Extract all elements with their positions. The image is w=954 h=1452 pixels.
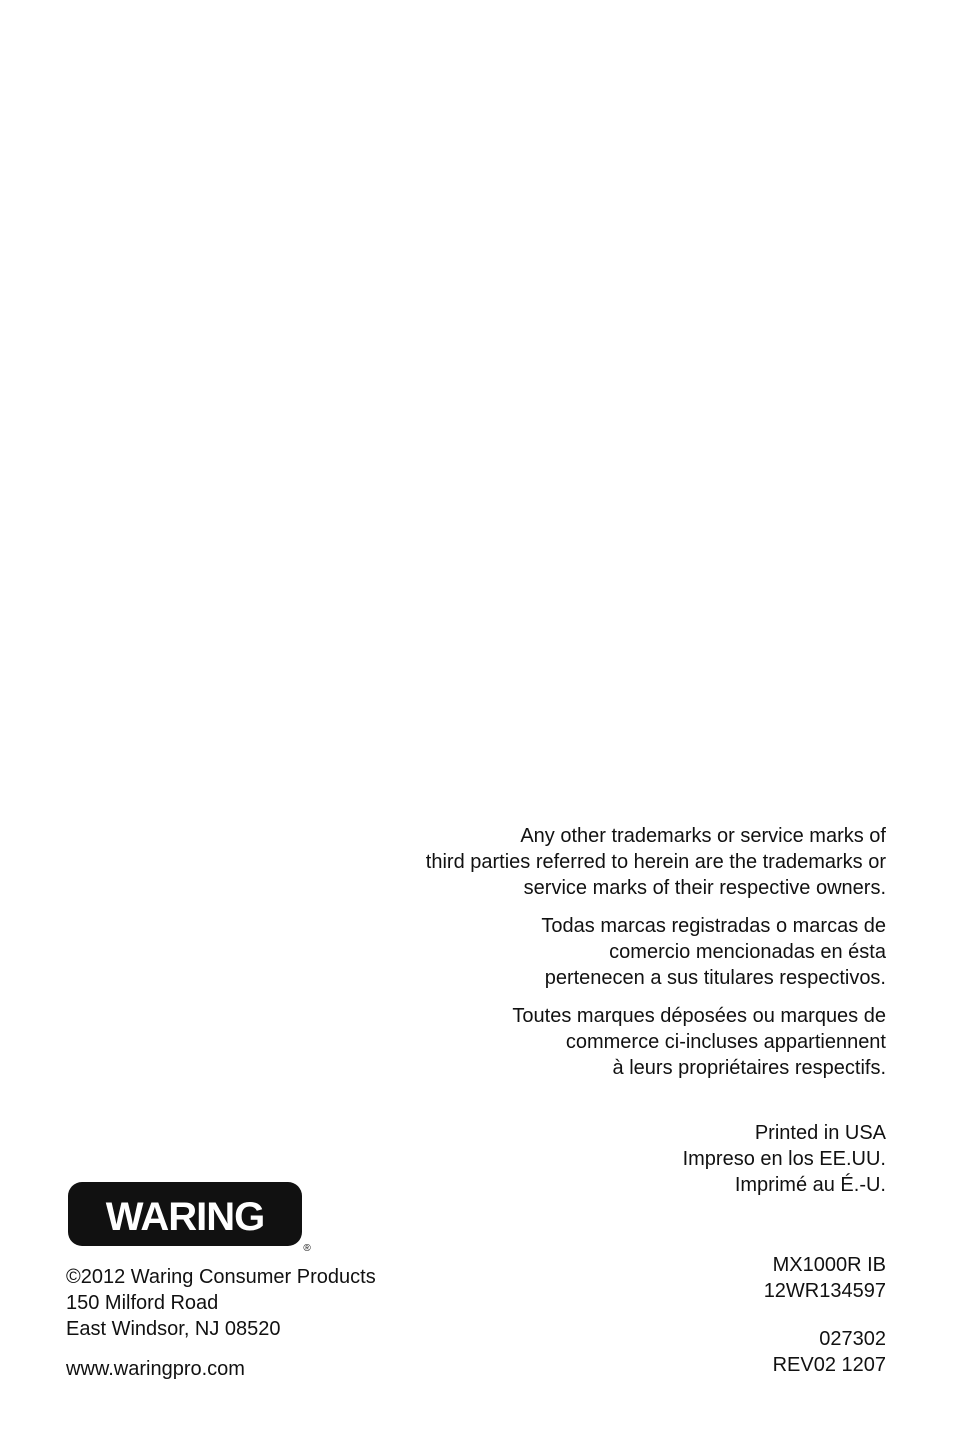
registered-mark: ® (303, 1243, 311, 1252)
trademark-notice-english (326, 823, 886, 901)
text-line: REV02 1207 (772, 1354, 886, 1376)
copyright-line: ©2012 Waring Consumer Products (66, 1266, 376, 1288)
printed-in-notice (326, 1120, 886, 1198)
trademark-notice-spanish (326, 913, 886, 991)
text-line: third parties referred to herein are the trademarks or (425, 851, 886, 873)
city-line: East Windsor, NJ 08520 (66, 1318, 281, 1340)
website-text: www.waringpro.com (66, 1358, 245, 1380)
company-address (66, 1264, 376, 1342)
model-number (326, 1252, 886, 1304)
text-line: Todas marcas registradas o marcas de (541, 915, 886, 937)
revision-code (326, 1326, 886, 1378)
text-line: service marks of their respective owners. (523, 877, 886, 899)
logo-wordmark: WARING (105, 1195, 265, 1239)
text-line: Imprimé au É.-U. (734, 1174, 886, 1196)
trademark-notice-french (326, 1003, 886, 1081)
text-line: Printed in USA (754, 1122, 886, 1144)
street-line: 150 Milford Road (66, 1292, 219, 1314)
text-line: 12WR134597 (763, 1280, 886, 1302)
waring-logo (66, 1180, 312, 1252)
text-line: Toutes marques déposées ou marques de (512, 1005, 886, 1027)
text-line: commerce ci-incluses appartiennent (565, 1031, 886, 1053)
text-line: 027302 (819, 1328, 886, 1350)
website-url (66, 1356, 245, 1382)
text-line: Any other trademarks or service marks of (520, 825, 886, 847)
text-line: Impreso en los EE.UU. (682, 1148, 886, 1170)
text-line: comercio mencionadas en ésta (609, 941, 886, 963)
text-line: MX1000R IB (772, 1254, 886, 1276)
text-line: à leurs propriétaires respectifs. (612, 1057, 886, 1079)
text-line: pertenecen a sus titulares respectivos. (544, 967, 886, 989)
